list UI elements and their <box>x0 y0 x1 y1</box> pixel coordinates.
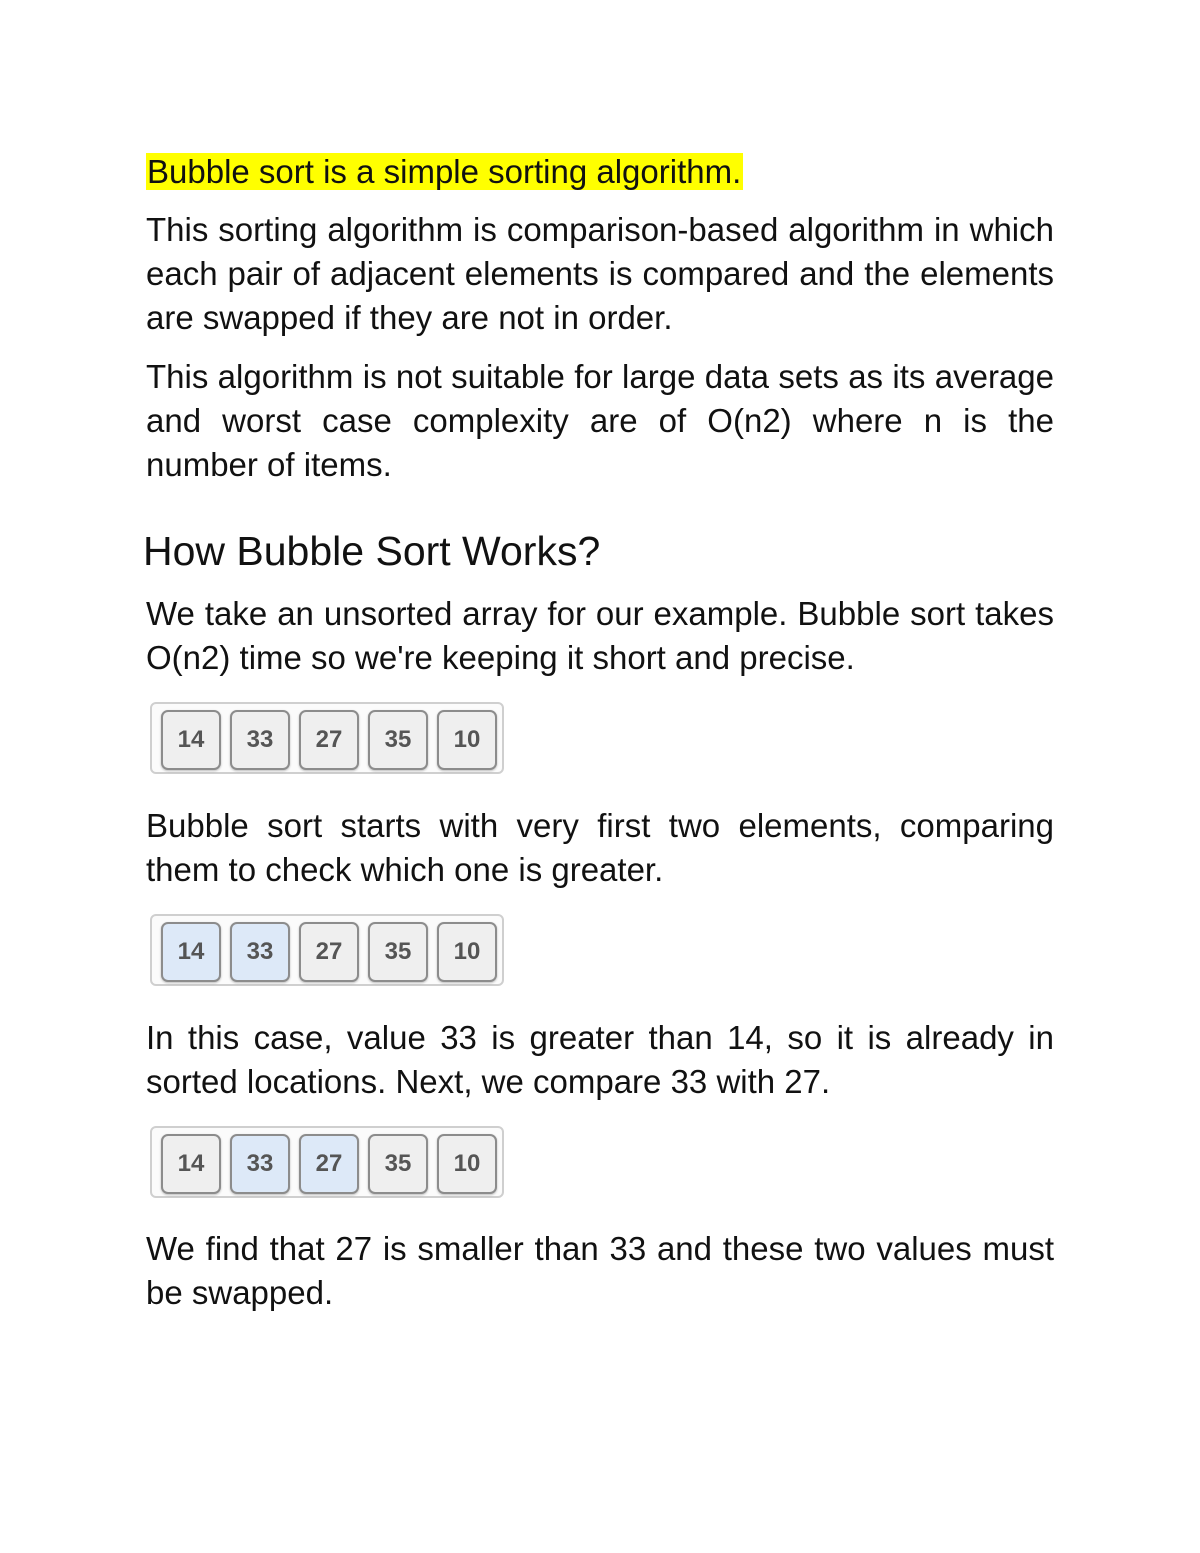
highlighted-text: Bubble sort is a simple sorting algorithm. <box>147 153 742 190</box>
array-cell: 33 <box>230 710 290 770</box>
section-paragraph-3 <box>146 592 1054 680</box>
section-heading: How Bubble Sort Works? <box>143 528 601 574</box>
array-cell: 10 <box>437 710 497 770</box>
array-cell: 14 <box>161 1134 221 1194</box>
array-diagram <box>150 914 504 986</box>
array-cell: 35 <box>368 710 428 770</box>
array-cell: 33 <box>230 922 290 982</box>
paragraph-text: This sorting algorithm is comparison-based algorithm in which each pair of adjacent elements is compared and the elements are swapped if they are not in order. <box>146 211 1054 336</box>
paragraph-text: This algorithm is not suitable for large data sets as its average and worst case complexity are of O(n2) where n is the number of items. <box>146 358 1054 483</box>
array-cell: 10 <box>437 1134 497 1194</box>
array-cell: 27 <box>299 1134 359 1194</box>
intro-paragraph-2 <box>146 355 1054 487</box>
array-diagram <box>150 1126 504 1198</box>
section-paragraph-4 <box>146 804 1054 892</box>
array-cell: 14 <box>161 922 221 982</box>
array-cell: 27 <box>299 922 359 982</box>
paragraph-text: Bubble sort starts with very first two elements, comparing them to check which one is greater. <box>146 807 1054 888</box>
intro-highlight-line <box>146 150 1054 194</box>
array-diagram <box>150 702 504 774</box>
paragraph-text: We take an unsorted array for our example. Bubble sort takes O(n2) time so we're keeping it short and precise. <box>146 595 1054 676</box>
array-cell: 35 <box>368 1134 428 1194</box>
section-paragraph-5 <box>146 1016 1054 1104</box>
array-cell: 27 <box>299 710 359 770</box>
section-paragraph-6 <box>146 1227 1054 1315</box>
array-cell: 33 <box>230 1134 290 1194</box>
intro-paragraph-1 <box>146 208 1054 340</box>
array-cell: 10 <box>437 922 497 982</box>
paragraph-text: We find that 27 is smaller than 33 and these two values must be swapped. <box>146 1230 1054 1311</box>
paragraph-text: In this case, value 33 is greater than 14, so it is already in sorted locations. Next, we compare 33 with 27. <box>146 1019 1054 1100</box>
array-cell: 35 <box>368 922 428 982</box>
array-cell: 14 <box>161 710 221 770</box>
